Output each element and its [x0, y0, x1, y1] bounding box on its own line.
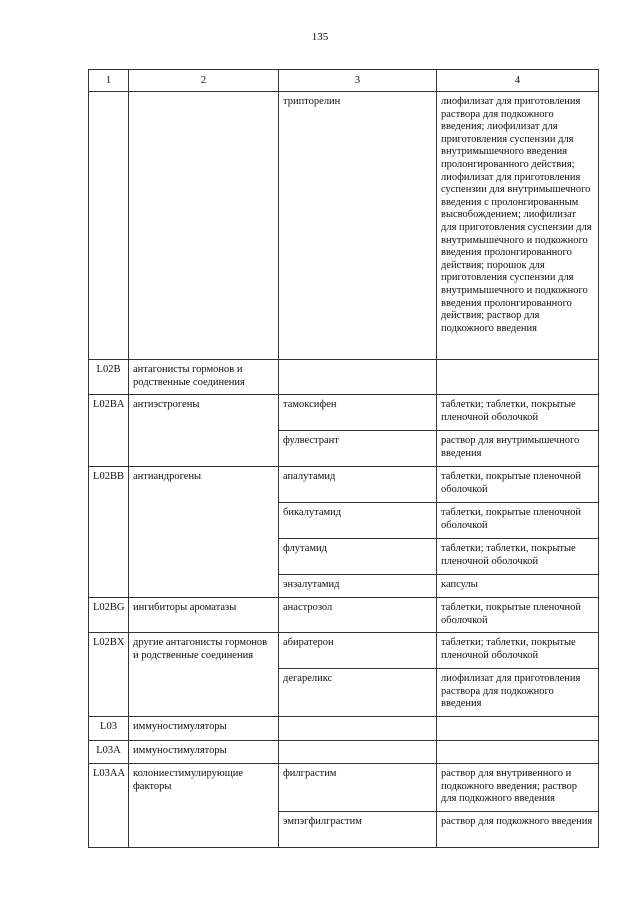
drug-name-cell [279, 360, 437, 395]
page-number: 135 [311, 31, 329, 43]
table-row [89, 741, 599, 764]
dosage-form-cell: капсулы [437, 575, 599, 598]
dosage-form-cell [437, 717, 599, 741]
group-name-cell: другие антагонисты гормонов и родственные соединения [129, 633, 279, 717]
atc-code-cell: L03 [89, 717, 129, 741]
atc-code-cell: L02BA [89, 395, 129, 467]
table-row [89, 598, 599, 633]
table-row [89, 764, 599, 812]
atc-code-cell: L02BB [89, 467, 129, 598]
column-header: 3 [279, 70, 437, 92]
column-header: 1 [89, 70, 129, 92]
drug-table [88, 69, 599, 848]
drug-name-cell: бикалутамид [279, 503, 437, 539]
group-name-cell: антагонисты гормонов и родственные соединения [129, 360, 279, 395]
drug-name-cell [279, 717, 437, 741]
table-row [89, 467, 599, 503]
drug-name-cell: эмпэгфилграстим [279, 812, 437, 848]
dosage-form-cell [437, 360, 599, 395]
group-name-cell: антиэстрогены [129, 395, 279, 467]
drug-name-cell: трипторелин [279, 92, 437, 360]
table-row [89, 717, 599, 741]
atc-code-cell: L02BG [89, 598, 129, 633]
table-header-row [89, 70, 599, 92]
atc-code-cell [89, 92, 129, 360]
drug-name-cell: фулвестрант [279, 431, 437, 467]
dosage-form-cell: раствор для внутримышечного введения [437, 431, 599, 467]
group-name-cell: иммуностимуляторы [129, 741, 279, 764]
atc-code-cell: L03A [89, 741, 129, 764]
drug-name-cell: тамоксифен [279, 395, 437, 431]
column-header: 2 [129, 70, 279, 92]
dosage-form-cell: таблетки, покрытые пленочной оболочкой [437, 598, 599, 633]
table-row [89, 633, 599, 669]
group-name-cell: колониестимулирующие факторы [129, 764, 279, 848]
dosage-form-cell [437, 741, 599, 764]
drug-name-cell: анастрозол [279, 598, 437, 633]
drug-name-cell: абиратерон [279, 633, 437, 669]
dosage-form-cell: лиофилизат для приготовления раствора для подкожного введения; лиофилизат для приготовления суспензии для внутримышечного введения пролонгированного действия; лиофилизат для приготовления суспензии для внутримышечного введения с пролонгированным высвобождением; лиофилизат для приготовления суспензии для внутримышечного и подкожного введения пролонгированного действия; порошок для приготовления суспензии для внутримышечного и подкожного введения пролонгированного действия; раствор для подкожного введения [437, 92, 599, 360]
atc-code-cell: L02B [89, 360, 129, 395]
dosage-form-cell: лиофилизат для приготовления раствора для подкожного введения [437, 669, 599, 717]
group-name-cell [129, 92, 279, 360]
atc-code-cell: L02BX [89, 633, 129, 717]
atc-code-cell: L03AA [89, 764, 129, 848]
drug-name-cell: дегареликс [279, 669, 437, 717]
table-row [89, 360, 599, 395]
group-name-cell: антиандрогены [129, 467, 279, 598]
column-header: 4 [437, 70, 599, 92]
dosage-form-cell: таблетки, покрытые пленочной оболочкой [437, 467, 599, 503]
dosage-form-cell: раствор для подкожного введения [437, 812, 599, 848]
dosage-form-cell: таблетки; таблетки, покрытые пленочной оболочкой [437, 633, 599, 669]
drug-name-cell: флутамид [279, 539, 437, 575]
table-row [89, 395, 599, 431]
drug-name-cell [279, 741, 437, 764]
group-name-cell: иммуностимуляторы [129, 717, 279, 741]
drug-name-cell: филграстим [279, 764, 437, 812]
table-row [89, 92, 599, 360]
dosage-form-cell: раствор для внутривенного и подкожного введения; раствор для подкожного введения [437, 764, 599, 812]
dosage-form-cell: таблетки; таблетки, покрытые пленочной оболочкой [437, 395, 599, 431]
dosage-form-cell: таблетки, покрытые пленочной оболочкой [437, 503, 599, 539]
drug-name-cell: энзалутамид [279, 575, 437, 598]
drug-name-cell: апалутамид [279, 467, 437, 503]
group-name-cell: ингибиторы ароматазы [129, 598, 279, 633]
dosage-form-cell: таблетки; таблетки, покрытые пленочной оболочкой [437, 539, 599, 575]
